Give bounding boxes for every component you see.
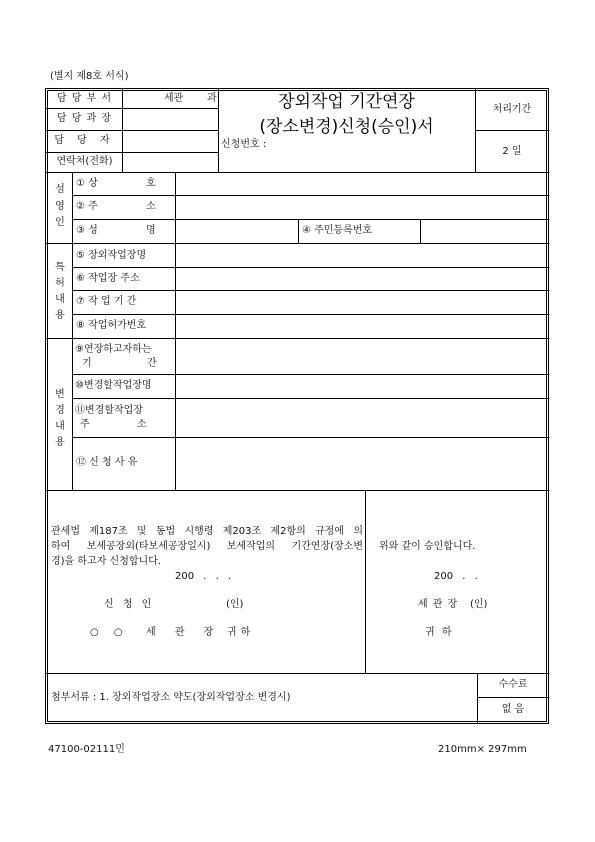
address-label: ② 주: [76, 201, 98, 212]
document-number: 47100-02111민: [48, 744, 125, 755]
table-rule-h: [45, 172, 549, 173]
new-site-name-label: ⑩변경할작업장명: [75, 380, 152, 391]
table-rule-h: [475, 130, 549, 131]
form-title-line1: 장외작업 기간연장: [278, 92, 415, 112]
permit-section-char: 특: [55, 262, 65, 273]
site-name-label: ⑤ 장외작업장명: [76, 250, 147, 261]
table-rule-h: [45, 243, 549, 244]
fee-label: 수수료: [498, 679, 528, 690]
name-label: ③ 성: [76, 225, 98, 236]
application-no-label: 신청번호 :: [221, 139, 267, 150]
dept-label: 담 당 부 서: [56, 93, 113, 104]
approval-text: 위와 같이 승인합니다.: [379, 541, 476, 552]
reason-label: ⑫ 신 청 사 유: [76, 457, 138, 468]
applicant-signature-label: 신 청 인: [104, 599, 152, 610]
applicant-seal: (인): [226, 599, 244, 610]
table-rule-h: [72, 290, 549, 291]
permit-no-label: ⑧ 작업허가번호: [76, 320, 147, 331]
attachments-note: 첨부서류 : 1. 장외작업장소 약도(장외작업장소 변경시): [51, 692, 291, 703]
table-rule-h: [72, 437, 549, 438]
table-rule-h: [72, 314, 549, 315]
table-rule-h: [477, 697, 549, 698]
table-rule-h: [45, 152, 218, 153]
processing-period-value: 2 일: [502, 146, 522, 157]
table-rule-h: [45, 130, 218, 131]
table-rule-h: [72, 195, 549, 196]
applicant-section-char: 섬: [55, 184, 65, 195]
table-rule-h: [72, 398, 549, 399]
trade-name-label-tail: 호: [146, 178, 156, 189]
change-section-char: 내: [55, 421, 65, 432]
table-rule-h: [72, 219, 549, 220]
table-rule-h: [45, 490, 549, 491]
table-rule-v: [298, 219, 299, 243]
fee-value: 없 음: [501, 704, 525, 715]
new-site-address-label-b: 소: [137, 419, 147, 430]
name-label-tail: 명: [146, 225, 156, 236]
new-site-address-label: ⑪변경할작업장: [75, 405, 143, 416]
staff-label: 담 당 자: [54, 135, 115, 146]
table-rule-h: [45, 338, 549, 339]
application-date: 200 . . .: [175, 571, 232, 582]
new-site-address-label-a: 주: [80, 419, 90, 430]
application-text-line: 경)을 하고자 신청합니다.: [51, 556, 162, 567]
application-text-line: 하여 보세공장외(타보세공장일시) 보세작업의 기간연장(장소변: [51, 541, 363, 552]
paper-size: 210mm× 297mm: [438, 744, 527, 755]
extension-period-label-a: 기: [82, 358, 92, 369]
approval-seal: (인): [470, 599, 488, 610]
work-period-label: ⑦ 작 업 기 간: [76, 296, 137, 307]
trade-name-label: ① 상: [76, 178, 98, 189]
table-rule-v: [420, 219, 421, 243]
approval-honorific: 귀 하: [425, 627, 452, 638]
approval-authority: 세 관 장: [418, 599, 458, 610]
customs-office-placeholder: ○ ○: [90, 627, 123, 638]
change-section-char: 경: [55, 405, 65, 416]
change-section-char: 변: [55, 389, 65, 400]
addressee-label: 세 관 장: [146, 627, 214, 638]
dept-suffix: 과: [207, 93, 217, 104]
permit-section-char: 허: [55, 278, 65, 289]
permit-section-char: 용: [55, 310, 65, 321]
contact-label: 연락처(전화): [56, 156, 113, 167]
manager-label: 담 당 과 장: [56, 113, 113, 124]
extension-period-label-b: 간: [147, 358, 157, 369]
dept-value: 세관: [164, 93, 184, 104]
applicant-section-char: 영: [55, 201, 65, 212]
addressee-honorific: 귀하: [227, 627, 255, 638]
processing-period-label: 처리기간: [492, 104, 532, 115]
address-label-tail: 소: [146, 201, 156, 212]
application-text-line: 관세법 제187조 및 동법 시행령 제203조 제2항의 규정에 의: [51, 526, 363, 537]
extension-period-label: ⑨연장하고자하는: [75, 344, 152, 355]
site-address-label: ⑥ 작업장 주소: [76, 273, 140, 284]
permit-section-char: 내: [55, 294, 65, 305]
table-rule-h: [72, 267, 549, 268]
applicant-section-char: 인: [55, 217, 65, 228]
table-rule-h: [45, 108, 218, 109]
table-rule-v: [365, 490, 366, 673]
form-code: (별지 제8호 서식): [50, 71, 129, 82]
form-title-line2: (장소변경)신청(승인)서: [259, 117, 434, 137]
table-rule-h: [45, 673, 549, 674]
table-rule-h: [72, 374, 549, 375]
approval-date: 200 . .: [434, 571, 478, 582]
resident-no-label: ④ 주민등록번호: [302, 225, 373, 236]
change-section-char: 용: [55, 437, 65, 448]
